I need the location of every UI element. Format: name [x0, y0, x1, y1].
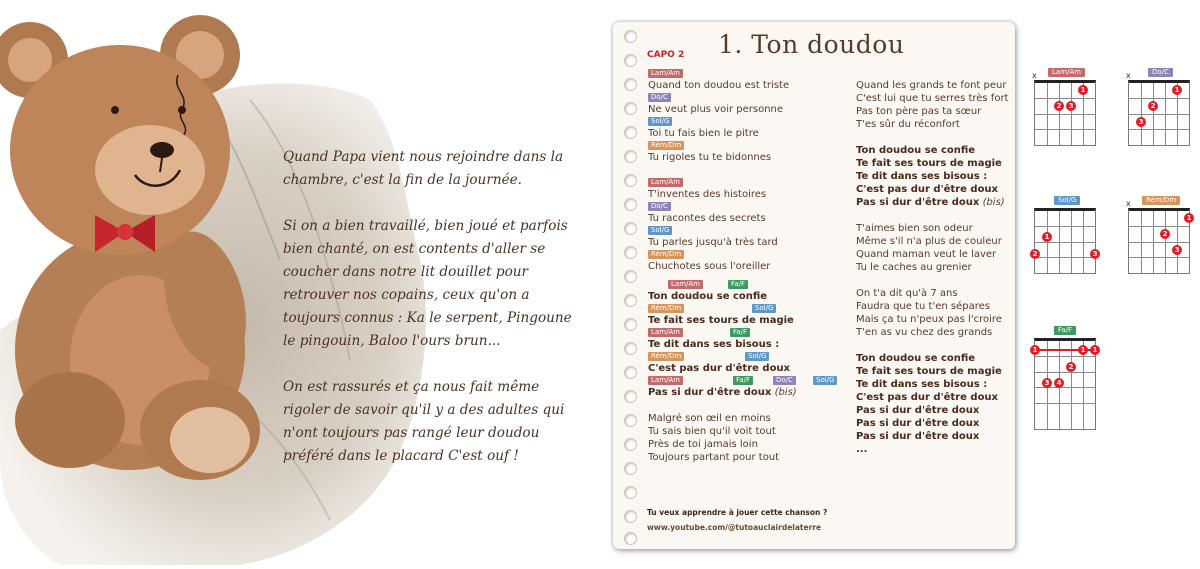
chord-tag-fa: Fa/F — [733, 376, 753, 385]
chorus-line: Pas si dur d'être doux — [856, 431, 980, 442]
binder-hole — [624, 366, 637, 379]
chord-tag-lam: Lam/Am — [648, 69, 683, 78]
binder-hole — [624, 390, 637, 403]
song-title: 1. Ton doudou — [718, 30, 905, 59]
binder-hole — [624, 318, 637, 331]
chord-tag-lam: Lam/Am — [668, 280, 703, 289]
story-paragraph-1: Quand Papa vient nous rejoindre dans la chambre, c'est la fin de la journée. — [283, 149, 564, 188]
finger-dot: 4 — [1054, 378, 1064, 388]
lyric-line: Malgré son œil en moins — [648, 413, 771, 424]
chorus-line: Te dit dans ses bisous : — [856, 171, 988, 182]
chord-tag-sol: Sol/G — [752, 304, 776, 313]
chord-tag-do: Do/C — [648, 202, 671, 211]
binder-hole — [624, 270, 637, 283]
lyric-line: Faudra que tu t'en sépares — [856, 301, 990, 312]
chorus-line: Te fait ses tours de magie — [856, 158, 1002, 169]
binder-hole — [624, 532, 637, 545]
chorus-line: Ton doudou se confie — [648, 291, 768, 302]
finger-dot: 1 — [1030, 345, 1040, 355]
chord-tag-do: Do/C — [648, 93, 671, 102]
finger-dot: 2 — [1030, 249, 1040, 259]
story-paragraph-3: On est rassurés et ça nous fait même rigoler de savoir qu'il y a des adultes qui n'ont toujours pas rangé leur doudou préféré dans le placard C'est ouf ! — [283, 379, 565, 464]
chord-diagram-label: Fa/F — [1054, 326, 1076, 335]
finger-dot: 2 — [1066, 362, 1076, 372]
chord-diagram-sol — [1034, 196, 1104, 276]
chorus-line: Te fait ses tours de magie — [856, 366, 1002, 377]
lyric-line: Quand les grands te font peur — [856, 80, 1007, 91]
bis-marker: (bis) — [982, 197, 1005, 208]
muted-string-mark: x — [1032, 71, 1037, 80]
binder-hole — [624, 414, 637, 427]
binder-hole — [624, 198, 637, 211]
finger-dot: 2 — [1148, 101, 1158, 111]
finger-dot: 2 — [1054, 101, 1064, 111]
fretboard — [1034, 338, 1096, 430]
lyric-line: Toi tu fais bien le pitre — [648, 128, 759, 139]
fretboard — [1034, 208, 1096, 274]
story-text — [283, 146, 588, 491]
finger-dot: 1 — [1090, 345, 1100, 355]
binder-hole — [624, 78, 637, 91]
binder-hole — [624, 486, 637, 499]
binder-hole — [624, 294, 637, 307]
chord-diagram-label: Do/C — [1148, 68, 1173, 77]
lyric-line: C'est lui que tu serres très fort — [856, 93, 1009, 104]
binder-hole — [624, 510, 637, 523]
chord-tag-rem: Rém/Dm — [648, 304, 684, 313]
chord-tag-sol: Sol/G — [813, 376, 837, 385]
chorus-line: Pas si dur d'être doux — [856, 418, 980, 429]
story-paragraph-2: Si on a bien travaillé, bien joué et parfois bien chanté, on est contents d'aller se coucher dans notre lit douillet pour retrouver nos copains, ceux qu'on a toujours connus : Ka le serpent, Pingoune le pingouin, Baloo l'ours brun... — [283, 218, 572, 349]
binder-hole — [624, 246, 637, 259]
finger-dot: 3 — [1090, 249, 1100, 259]
lyrics-column-2 — [856, 79, 1016, 456]
chord-diagram-do — [1128, 68, 1198, 148]
chorus-line: Ton doudou se confie — [856, 145, 976, 156]
lyric-line: Même s'il n'a plus de couleur — [856, 236, 1002, 247]
binder-hole — [624, 222, 637, 235]
chorus-line: Te dit dans ses bisous : — [648, 339, 780, 350]
chord-tag-sol: Sol/G — [648, 226, 672, 235]
lyrics-column-1 — [648, 68, 848, 464]
binder-hole — [624, 126, 637, 139]
binder-hole — [624, 438, 637, 451]
lyric-line: Tu le caches au grenier — [856, 262, 972, 273]
lyric-line: Quand maman veut le laver — [856, 249, 997, 260]
chorus-line: Ton doudou se confie — [856, 353, 976, 364]
lyric-line: T'es sûr du réconfort — [856, 119, 960, 130]
chord-tag-rem: Rém/Dm — [648, 250, 684, 259]
song-notepad — [613, 22, 1015, 549]
lyric-line: Tu racontes des secrets — [648, 213, 766, 224]
lyric-line: Quand ton doudou est triste — [648, 80, 790, 91]
finger-dot: 1 — [1172, 85, 1182, 95]
footer-question: Tu veux apprendre à jouer cette chanson ? — [647, 508, 828, 517]
lyric-line: T'inventes des histoires — [648, 189, 767, 200]
binder-hole — [624, 150, 637, 163]
chord-tag-lam: Lam/Am — [648, 178, 683, 187]
finger-dot: 1 — [1184, 213, 1194, 223]
lyric-line: Chuchotes sous l'oreiller — [648, 261, 771, 272]
lyric-line: Près de toi jamais loin — [648, 439, 758, 450]
binder-hole — [624, 462, 637, 475]
lyric-line: Toujours partant pour tout — [648, 452, 780, 463]
chord-tag-sol: Sol/G — [648, 117, 672, 126]
lyric-line: Pas ton père pas ta sœur — [856, 106, 982, 117]
lyric-line: T'en as vu chez des grands — [856, 327, 993, 338]
lyric-line: Tu sais bien qu'il voit tout — [648, 426, 776, 437]
chord-tag-fa: Fa/F — [728, 280, 748, 289]
binder-hole — [624, 342, 637, 355]
finger-dot: 1 — [1078, 85, 1088, 95]
chorus-line: C'est pas dur d'être doux — [856, 392, 999, 403]
chord-diagram-fa — [1034, 326, 1104, 430]
finger-dot: 3 — [1042, 378, 1052, 388]
chorus-line: C'est pas dur d'être doux — [856, 184, 999, 195]
chord-tag-lam: Lam/Am — [648, 328, 683, 337]
finger-dot: 3 — [1066, 101, 1076, 111]
lyric-line: Mais ça tu n'peux pas l'croire — [856, 314, 1002, 325]
chorus-line: Te fait ses tours de magie — [648, 315, 794, 326]
finger-dot: 1 — [1078, 345, 1088, 355]
lyric-line: On t'a dit qu'à 7 ans — [856, 288, 958, 299]
chorus-line: Pas si dur d'être doux — [856, 197, 980, 208]
chord-diagram-rem — [1128, 196, 1198, 276]
binder-hole — [624, 54, 637, 67]
chord-tag-sol: Sol/G — [745, 352, 769, 361]
chorus-line: Te dit dans ses bisous : — [856, 379, 988, 390]
finger-dot: 3 — [1136, 117, 1146, 127]
lyric-line: Tu parles jusqu'à très tard — [648, 237, 778, 248]
binder-hole — [624, 102, 637, 115]
binder-hole — [624, 30, 637, 43]
lyric-line: Tu rigoles tu te bidonnes — [648, 152, 772, 163]
youtube-link[interactable]: www.youtube.com/@tutoauclairdelaterre — [647, 523, 822, 532]
binder-hole — [624, 174, 637, 187]
chord-tag-rem: Rém/Dm — [648, 141, 684, 150]
chord-tag-do: Do/C — [773, 376, 796, 385]
chorus-line: C'est pas dur d'être doux — [648, 363, 791, 374]
capo-label: CAPO 2 — [647, 50, 685, 60]
chord-tag-fa: Fa/F — [730, 328, 750, 337]
chorus-line: Pas si dur d'être doux — [648, 387, 772, 398]
finger-dot: 1 — [1042, 232, 1052, 242]
finger-dot: 3 — [1172, 245, 1182, 255]
chord-tag-lam: Lam/Am — [648, 376, 683, 385]
chorus-line: Pas si dur d'être doux — [856, 405, 980, 416]
muted-string-mark: x — [1126, 199, 1131, 208]
chord-diagram-label: Lam/Am — [1048, 68, 1085, 77]
chorus-line: ... — [856, 444, 868, 455]
bis-marker: (bis) — [774, 387, 797, 398]
lyric-line: T'aimes bien son odeur — [856, 223, 973, 234]
chord-tag-rem: Rém/Dm — [648, 352, 684, 361]
chord-diagram-label: Rém/Dm — [1142, 196, 1180, 205]
muted-string-mark: x — [1126, 71, 1131, 80]
lyric-line: Ne veut plus voir personne — [648, 104, 784, 115]
finger-dot: 2 — [1160, 229, 1170, 239]
chord-diagram-lam — [1034, 68, 1104, 148]
chord-diagram-label: Sol/G — [1054, 196, 1080, 205]
